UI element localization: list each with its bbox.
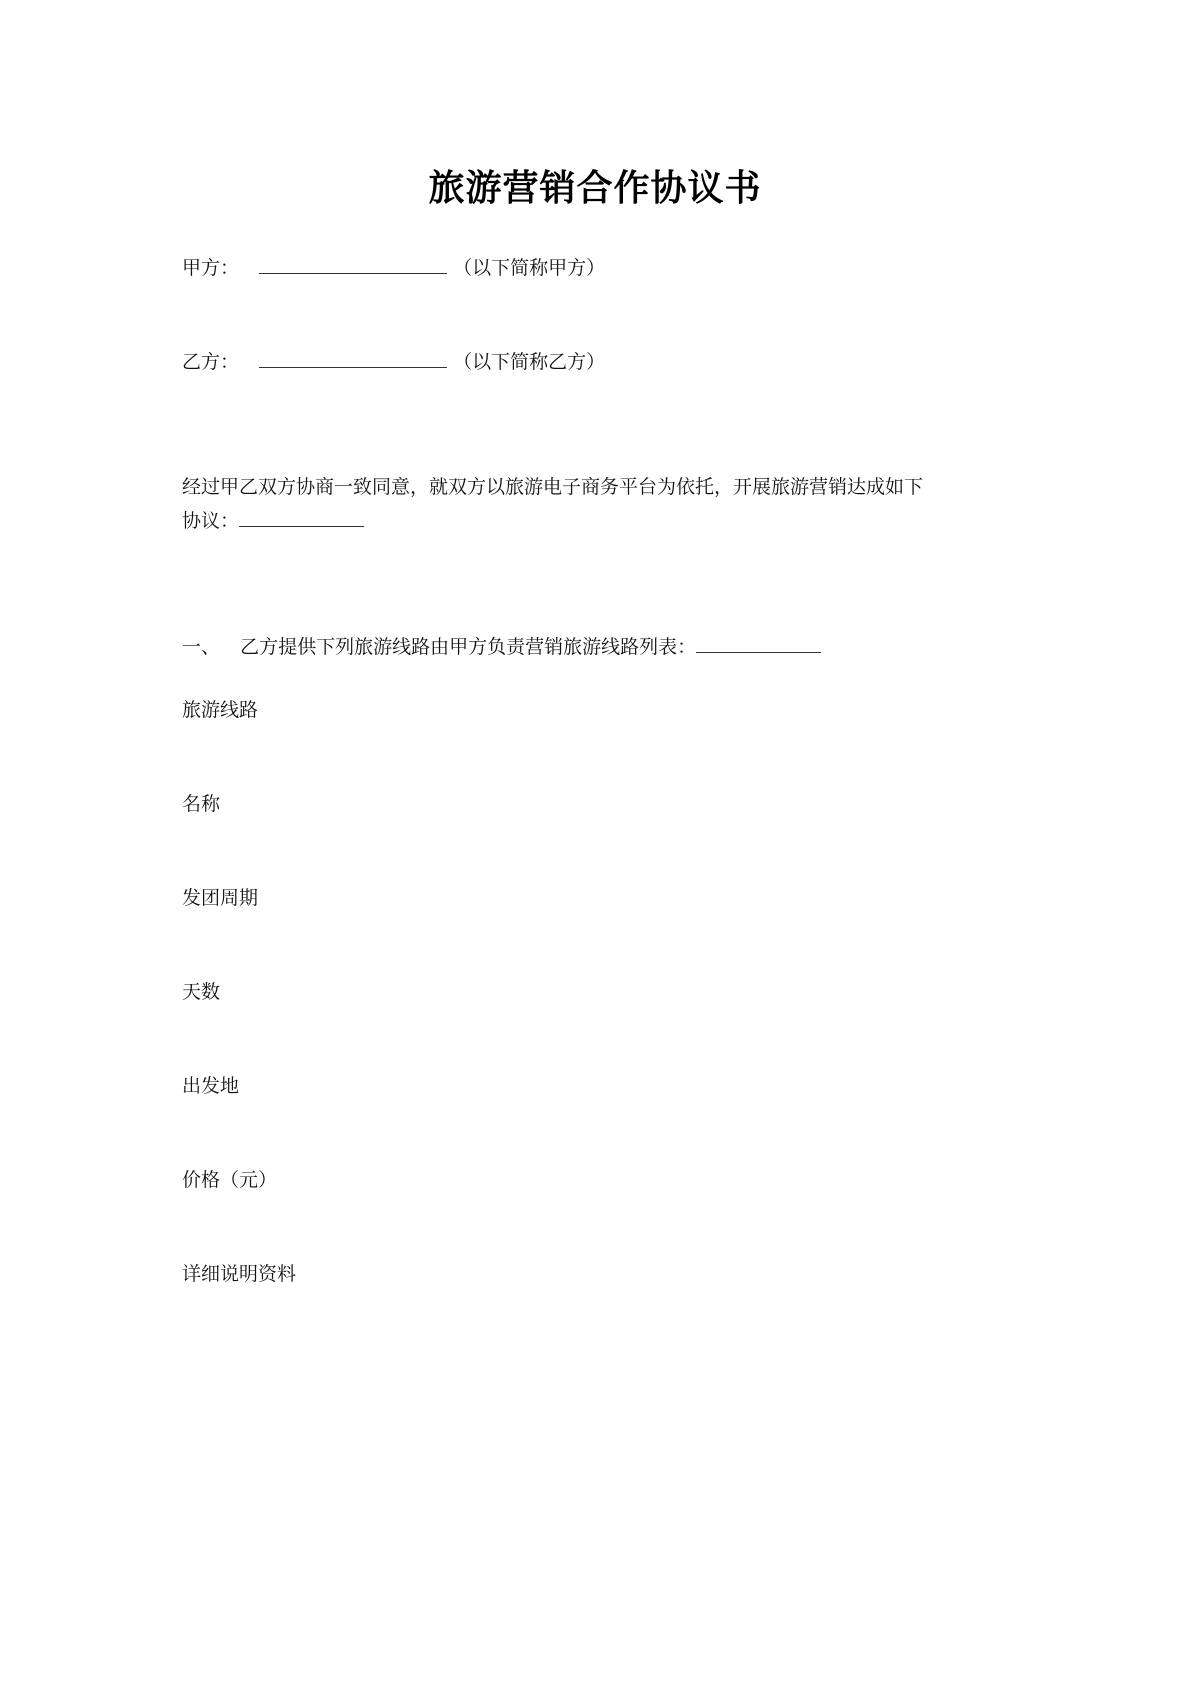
party-a-line (182, 252, 605, 284)
party-a-suffix: （以下简称甲方） (453, 257, 606, 279)
route-field: 天数 (182, 981, 221, 1003)
section-1-blank[interactable] (696, 632, 821, 653)
section-1 (182, 631, 821, 663)
party-b-suffix: （以下简称乙方） (453, 351, 606, 373)
intro-paragraph (182, 470, 1012, 538)
document-title: 旅游营销合作协议书 (428, 167, 762, 209)
route-field: 名称 (182, 793, 221, 815)
route-field: 出发地 (182, 1075, 240, 1097)
intro-line-1: 经过甲乙双方协商一致同意，就双方以旅游电子商务平台为依托，开展旅游营销达成如下 (182, 476, 924, 498)
section-1-number: 一、 (182, 636, 221, 658)
route-field: 详细说明资料 (182, 1263, 297, 1285)
intro-line-2: 协议： (182, 504, 1012, 538)
route-field: 发团周期 (182, 887, 259, 909)
party-b-label: 乙方： (182, 351, 240, 373)
party-b-blank[interactable] (259, 347, 447, 368)
intro-blank[interactable] (239, 506, 364, 527)
route-field: 价格（元） (182, 1169, 278, 1191)
party-a-label: 甲方： (182, 257, 240, 279)
route-field: 旅游线路 (182, 699, 259, 721)
party-a-blank[interactable] (259, 253, 447, 274)
section-1-text: 乙方提供下列旅游线路由甲方负责营销旅游线路列表： (240, 636, 697, 658)
party-b-line (182, 346, 605, 378)
